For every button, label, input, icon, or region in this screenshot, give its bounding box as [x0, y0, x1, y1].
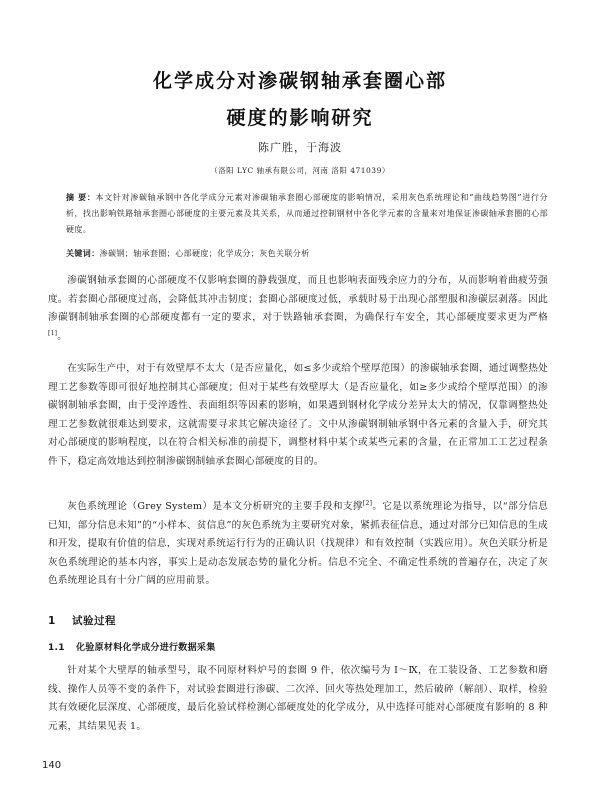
- section-1-1-paragraph: [48, 662, 548, 736]
- para1-text: 渗碳钢轴承套圈的心部硬度不仅影响套圈的静载强度，而且也影响表面残余应力的分布，从而影响着曲疲劳强度。若套圈心部硬度过高，会降低其冲击韧度；套圈心部硬度过低，承载时易于出现心部塑服和渗碳层剥落。因此渗碳钢制轴承套圈的心部硬度都有一定的要求，对于铁路轴承套圈，为确保行车安全，其心部硬度要求更为严格: [48, 275, 548, 324]
- para3-text-b: 。它是以系统理论为指导，以“部分信息已知，部分信息未知”的“小样本、贫信息”的灰色系统为主要研究对象，紧抓表征信息，通过对部分已知信息的生成和开发，提取有价值的信息，实现对系统运行行为的正确认识（找规律）和有效控制（实践应用）。灰色关联分析是灰色系统理论的基本内容，事实上是动态发展态势的量化分析。信息不完全、不确定性系统的普遍存在，决定了灰色系统理论具有十分广阔的应用前景。: [48, 501, 548, 587]
- section-1-1-number: 1.1: [48, 643, 65, 653]
- para3-text-a: 灰色系统理论（Grey System）是本文分析研究的主要手段和支撑: [67, 501, 363, 512]
- abstract-label: 摘 要：: [66, 193, 96, 202]
- abstract: [66, 190, 548, 238]
- citation-2: [2]: [362, 499, 373, 507]
- section-1-1-title: 化验原材料化学成分进行数据采集: [76, 643, 216, 653]
- citation-1: [1]: [48, 329, 58, 337]
- section-1-number: 1: [48, 615, 56, 627]
- section-heading-1: [48, 613, 116, 628]
- para4-text: 针对某个大壁厚的轴承型号，取不同原材料炉号的套圈 9 件，依次编号为 Ⅰ～Ⅸ，在工装设备、工艺参数和磨线、操作人员等不变的条件下，对试验套圈进行渗碳、二次淬、回火等热处理加工，然后破碎（解剖）、取样，检验其有效硬化层深度、心部硬度，最后化验试样检测心部硬度处的化学成分，从中选择可能对心部硬度有影响的 8 种元素，其结果见表 1。: [48, 665, 548, 732]
- keywords: [66, 247, 548, 261]
- paper-title-line2: 硬度的影响研究: [226, 107, 374, 129]
- section-heading-1-1: [48, 640, 216, 653]
- abstract-text: 本文针对渗碳轴承钢中各化学成分元素对渗碳轴承套圈心部硬度的影响情况，采用灰色系统理论和“曲线趋势图”进行分析，找出影响铁路轴承套圈心部硬度的主要元素及其关系，从而通过控制钢材中各化学元素的含量来对地保证渗碳轴承套圈的心部硬度。: [66, 193, 548, 234]
- intro-paragraph-3: [48, 498, 548, 591]
- paper-title-line1: 化学成分对渗碳钢轴承套圈心部: [152, 70, 447, 92]
- authors: 陈广胜，于海波: [258, 141, 342, 154]
- keywords-label: 关键词：: [66, 249, 100, 258]
- page-number: 140: [42, 760, 62, 771]
- para2-text: 在实际生产中，对于有效壁厚不太大（是否应量化，如≤多少或给个壁厚范围）的渗碳轴承套圈，通过调整热处理工艺参数等即可很好地控制其心部硬度；但对于某些有效壁厚大（是否应量化，如≥多少或给个壁厚范围）的渗碳钢制轴承套圈，由于受淬透性、表面组织等因素的影响，如果遇到钢材化学成分差异太大的情况，仅靠调整热处理工艺参数就很难达到要求，这就需要寻求其它解决途径了。文中从渗碳钢制轴承钢中各元素的含量入手，研究其对心部硬度的影响程度，以在符合相关标准的前提下，调整材料中某个或某些元素的含量，在正常加工工艺过程条件下，稳定高效地达到控制渗碳钢制轴承套圈心部硬度的目的。: [48, 363, 548, 467]
- keywords-text: 渗碳钢；轴承套圈；心部硬度；化学成分；灰色关联分析: [99, 249, 310, 258]
- affiliation: （洛阳 LYC 轴承有限公司，河南 洛阳 471039）: [210, 166, 390, 175]
- para1-end: 。: [57, 330, 68, 342]
- intro-paragraph-2: [48, 360, 548, 472]
- section-1-title: 试验过程: [72, 615, 116, 627]
- intro-paragraph-1: [48, 272, 548, 346]
